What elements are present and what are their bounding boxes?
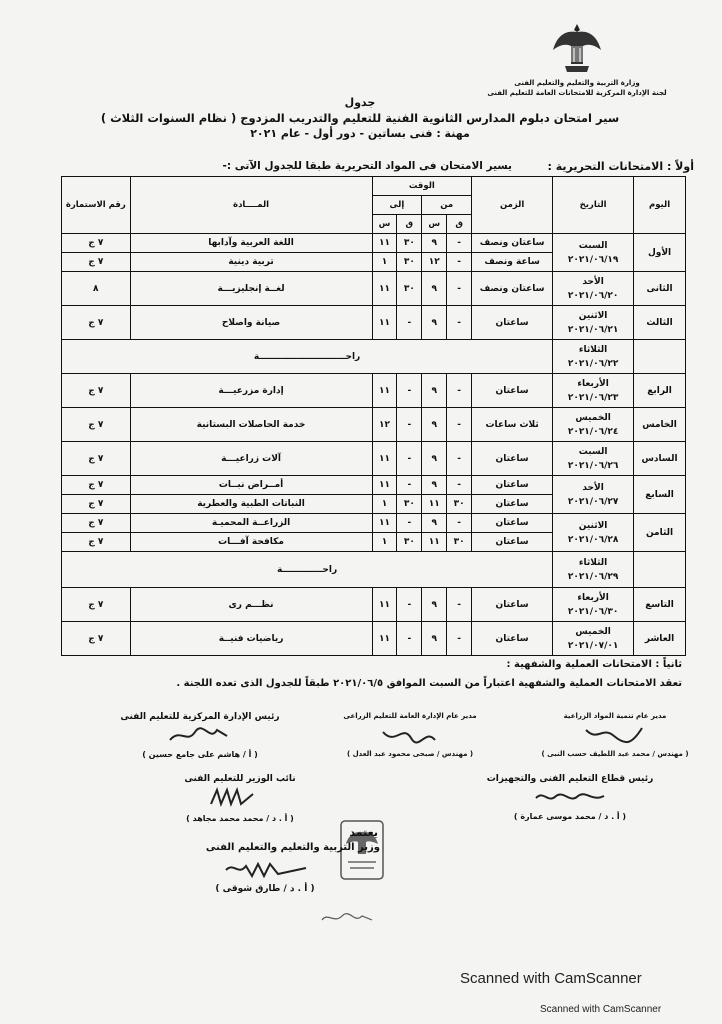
to-hour-cell: ١٢	[372, 408, 397, 442]
to-minute-cell: -	[397, 514, 422, 533]
form-cell: ٧ ج	[62, 533, 131, 552]
form-cell: ٧ ج	[62, 588, 131, 622]
from-minute-cell: -	[447, 476, 472, 495]
to-minute-cell: ٣٠	[397, 234, 422, 253]
header-day: اليوم	[634, 177, 686, 234]
from-minute-cell: -	[447, 622, 472, 656]
handwritten-note-icon	[318, 908, 378, 928]
rest-cell: راحـــــــــــــة	[62, 552, 553, 588]
date-cell: السبت ٢٠٢١/٠٦/١٩	[553, 234, 634, 272]
rest-cell: راحــــــــــــــــــــــــــــة	[62, 340, 553, 374]
header-to-hour: س	[372, 215, 397, 234]
day-cell	[634, 552, 686, 588]
from-minute-cell: -	[447, 234, 472, 253]
date-cell: الأربعاء ٢٠٢١/٠٦/٣٠	[553, 588, 634, 622]
signature-block-agri-materials	[520, 712, 710, 758]
to-hour-cell: ١	[372, 533, 397, 552]
table-row	[62, 514, 686, 533]
to-minute-cell: -	[397, 588, 422, 622]
date-cell: الأحد ٢٠٢١/٠٦/٢٠	[553, 272, 634, 306]
table-row	[62, 306, 686, 340]
day-cell: الثامن	[634, 514, 686, 552]
signature-block-deputy-minister	[150, 774, 330, 823]
signature-title: مدير عام تنمية المواد الزراعية	[563, 712, 667, 720]
from-minute-cell: -	[447, 374, 472, 408]
section-written-exams-note: يسير الامتحان فى المواد التحريرية طبقا للجدول الآتى :-	[222, 160, 512, 172]
handwritten-signature-icon	[222, 858, 312, 880]
from-hour-cell: ٩	[422, 514, 447, 533]
header-from-hour: س	[422, 215, 447, 234]
date-cell: السبت ٢٠٢١/٠٦/٢٦	[553, 442, 634, 476]
signature-name: ( أ / هاشم على جامع حسين )	[142, 750, 258, 759]
from-minute-cell: ٣٠	[447, 495, 472, 514]
date-cell: الخميس ٢٠٢١/٠٦/٢٤	[553, 408, 634, 442]
subject-cell: مكافحة آفـــات	[130, 533, 372, 552]
subject-cell: لغــة إنجليزيـــة	[130, 272, 372, 306]
from-hour-cell: ٩	[422, 234, 447, 253]
header-to: إلى	[372, 196, 422, 215]
date-cell: الثلاثاء ٢٠٢١/٠٦/٢٢	[553, 340, 634, 374]
signature-name: ( أ . د / طارق شوقى )	[215, 884, 315, 894]
signature-title: مدير عام الإدارة العامة للتعليم الزراعى	[343, 712, 477, 720]
document-heading	[100, 96, 620, 142]
day-cell: الثانى	[634, 272, 686, 306]
to-minute-cell: -	[397, 306, 422, 340]
camscanner-watermark-small: Scanned with CamScanner	[540, 1004, 662, 1015]
date-cell: الخميس ٢٠٢١/٠٧/٠١	[553, 622, 634, 656]
form-cell: ٧ ج	[62, 514, 131, 533]
subject-cell: آلات زراعيـــة	[130, 442, 372, 476]
date-cell: الثلاثاء ٢٠٢١/٠٦/٢٩	[553, 552, 634, 588]
header-from: من	[422, 196, 472, 215]
approval-label: يعتمد	[349, 826, 378, 839]
from-hour-cell: ٩	[422, 408, 447, 442]
form-cell: ٧ ج	[62, 234, 131, 253]
handwritten-signature-icon	[530, 784, 610, 810]
date-cell: الأربعاء ٢٠٢١/٠٦/٢٣	[553, 374, 634, 408]
form-cell: ٨	[62, 272, 131, 306]
to-hour-cell: ١	[372, 495, 397, 514]
to-hour-cell: ١١	[372, 442, 397, 476]
table-row	[62, 272, 686, 306]
signature-title: رئيس الإدارة المركزية للتعليم الفنى	[120, 712, 280, 722]
signature-name: ( مهندس / صبحى محمود عبد العدل )	[346, 750, 474, 758]
table-row	[62, 442, 686, 476]
signature-block-agri-education	[320, 712, 500, 758]
form-cell: ٧ ج	[62, 253, 131, 272]
subject-cell: خدمة الحاصلات البستانية	[130, 408, 372, 442]
date-cell: الاثنين ٢٠٢١/٠٦/٢١	[553, 306, 634, 340]
signature-block-minister	[150, 842, 380, 853]
subject-cell: الزراعــة المحميـة	[130, 514, 372, 533]
handwritten-signature-icon	[375, 720, 445, 748]
table-row-rest	[62, 552, 686, 588]
duration-cell: ساعتان	[472, 374, 553, 408]
section-written-exams-label: أولاً : الامتحانات التحريرية :	[547, 160, 694, 173]
handwritten-signature-icon	[580, 720, 650, 748]
header-to-minute: ق	[397, 215, 422, 234]
duration-cell: ساعتان ونصف	[472, 234, 553, 253]
table-row	[62, 408, 686, 442]
table-row	[62, 622, 686, 656]
from-hour-cell: ١١	[422, 495, 447, 514]
signature-name: ( مهندس / محمد عبد اللطيف حسب النبى )	[541, 750, 689, 758]
header-date: التاريخ	[553, 177, 634, 234]
section-practical-exams-note: تعقد الامتحانات العملية والشفهية اعتباراً من السبت الموافق ٢٠٢١/٠٦/٥ طبقاً للجدول الذى تعده اللجنة .	[176, 678, 682, 689]
form-cell: ٧ ج	[62, 306, 131, 340]
ministry-header	[472, 20, 682, 98]
duration-cell: ساعتان ونصف	[472, 272, 553, 306]
to-minute-cell: ٣٠	[397, 533, 422, 552]
to-hour-cell: ١	[372, 253, 397, 272]
to-minute-cell: -	[397, 476, 422, 495]
document-title: جدول	[344, 96, 376, 109]
day-cell	[634, 340, 686, 374]
from-hour-cell: ٩	[422, 442, 447, 476]
from-hour-cell: ١٢	[422, 253, 447, 272]
from-hour-cell: ٩	[422, 588, 447, 622]
subject-cell: رياضيات فنيــة	[130, 622, 372, 656]
date-cell: الأحد ٢٠٢١/٠٦/٢٧	[553, 476, 634, 514]
table-row	[62, 234, 686, 253]
duration-cell: ساعتان	[472, 476, 553, 495]
to-minute-cell: -	[397, 408, 422, 442]
from-minute-cell: -	[447, 253, 472, 272]
from-minute-cell: -	[447, 408, 472, 442]
signature-block-central-admin	[110, 712, 290, 759]
duration-cell: ساعة ونصف	[472, 253, 553, 272]
ministry-line-2: لجنة الإدارة المركزية للامتحانات العامة للتعليم الفنى	[487, 89, 667, 97]
from-hour-cell: ١١	[422, 533, 447, 552]
signature-name: ( أ . د / محمد محمد مجاهد )	[186, 814, 294, 823]
signature-name: ( أ . د / محمد موسى عمارة )	[513, 812, 627, 821]
duration-cell: ساعتان	[472, 622, 553, 656]
header-duration: الزمن	[472, 177, 553, 234]
form-cell: ٧ ج	[62, 408, 131, 442]
from-minute-cell: ٣٠	[447, 533, 472, 552]
from-hour-cell: ٩	[422, 306, 447, 340]
signature-title: نائب الوزير للتعليم الفنى	[184, 774, 296, 784]
duration-cell: ساعتان	[472, 588, 553, 622]
subject-cell: إدارة مزرعيـــة	[130, 374, 372, 408]
to-hour-cell: ١١	[372, 374, 397, 408]
form-cell: ٧ ج	[62, 374, 131, 408]
signature-title: وزير التربية والتعليم والتعليم الفنى	[205, 842, 380, 853]
table-row	[62, 374, 686, 408]
from-hour-cell: ٩	[422, 272, 447, 306]
from-minute-cell: -	[447, 442, 472, 476]
to-minute-cell: ٣٠	[397, 253, 422, 272]
day-cell: الثالث	[634, 306, 686, 340]
document-subtitle: سير امتحان دبلوم المدارس الثانوية الفنية للتعليم والتدريب المزدوج ( نظام السنوات الثلاث )	[100, 111, 620, 125]
to-hour-cell: ١١	[372, 234, 397, 253]
form-cell: ٧ ج	[62, 622, 131, 656]
day-cell: الأول	[634, 234, 686, 272]
to-hour-cell: ١١	[372, 306, 397, 340]
day-cell: السادس	[634, 442, 686, 476]
form-cell: ٧ ج	[62, 442, 131, 476]
from-minute-cell: -	[447, 272, 472, 306]
header-form-number: رقم الاستمارة	[62, 177, 131, 234]
duration-cell: ساعتان	[472, 495, 553, 514]
subject-cell: تربية دينية	[130, 253, 372, 272]
duration-cell: ساعتان	[472, 533, 553, 552]
to-hour-cell: ١١	[372, 588, 397, 622]
to-hour-cell: ١١	[372, 272, 397, 306]
day-cell: الخامس	[634, 408, 686, 442]
from-hour-cell: ٩	[422, 374, 447, 408]
from-hour-cell: ٩	[422, 476, 447, 495]
form-cell: ٧ ج	[62, 495, 131, 514]
duration-cell: ساعتان	[472, 442, 553, 476]
duration-cell: ساعتان	[472, 306, 553, 340]
ministry-line-1: وزارة التربية والتعليم والتعليم الفنى	[514, 79, 640, 87]
to-minute-cell: -	[397, 374, 422, 408]
duration-cell: ساعتان	[472, 514, 553, 533]
table-row	[62, 476, 686, 495]
from-minute-cell: -	[447, 306, 472, 340]
table-row	[62, 588, 686, 622]
subject-cell: صيانة واصلاح	[130, 306, 372, 340]
header-time: الوقت	[372, 177, 472, 196]
subject-cell: النباتات الطبية والعطرية	[130, 495, 372, 514]
to-hour-cell: ١١	[372, 622, 397, 656]
from-hour-cell: ٩	[422, 622, 447, 656]
header-from-minute: ق	[447, 215, 472, 234]
signature-block-sector-head	[470, 774, 670, 821]
camscanner-watermark-large: Scanned with CamScanner	[460, 970, 642, 987]
day-cell: السابع	[634, 476, 686, 514]
to-hour-cell: ١١	[372, 514, 397, 533]
from-minute-cell: -	[447, 588, 472, 622]
eagle-emblem-icon	[551, 20, 603, 76]
duration-cell: ثلاث ساعات	[472, 408, 553, 442]
day-cell: الرابع	[634, 374, 686, 408]
subject-cell: اللغة العربية وآدابها	[130, 234, 372, 253]
day-cell: التاسع	[634, 588, 686, 622]
subject-cell: أمــراض نبــات	[130, 476, 372, 495]
to-minute-cell: ٣٠	[397, 495, 422, 514]
from-minute-cell: -	[447, 514, 472, 533]
day-cell: العاشر	[634, 622, 686, 656]
exam-schedule-table	[61, 176, 686, 656]
table-row-rest	[62, 340, 686, 374]
header-subject: المــــادة	[130, 177, 372, 234]
to-minute-cell: -	[397, 442, 422, 476]
form-cell: ٧ ج	[62, 476, 131, 495]
section-practical-exams-label: ثانياً : الامتحانات العملية والشفهية :	[506, 659, 682, 670]
to-minute-cell: -	[397, 622, 422, 656]
signature-title: رئيس قطاع التعليم الفنى والتجهيزات	[486, 774, 654, 784]
profession-line: مهنة : فنى بساتين - دور أول - عام ٢٠٢١	[250, 127, 470, 140]
handwritten-signature-icon	[205, 784, 275, 812]
to-hour-cell: ١١	[372, 476, 397, 495]
subject-cell: نظـــم رى	[130, 588, 372, 622]
to-minute-cell: ٣٠	[397, 272, 422, 306]
handwritten-signature-icon	[165, 722, 235, 748]
date-cell: الاثنين ٢٠٢١/٠٦/٢٨	[553, 514, 634, 552]
